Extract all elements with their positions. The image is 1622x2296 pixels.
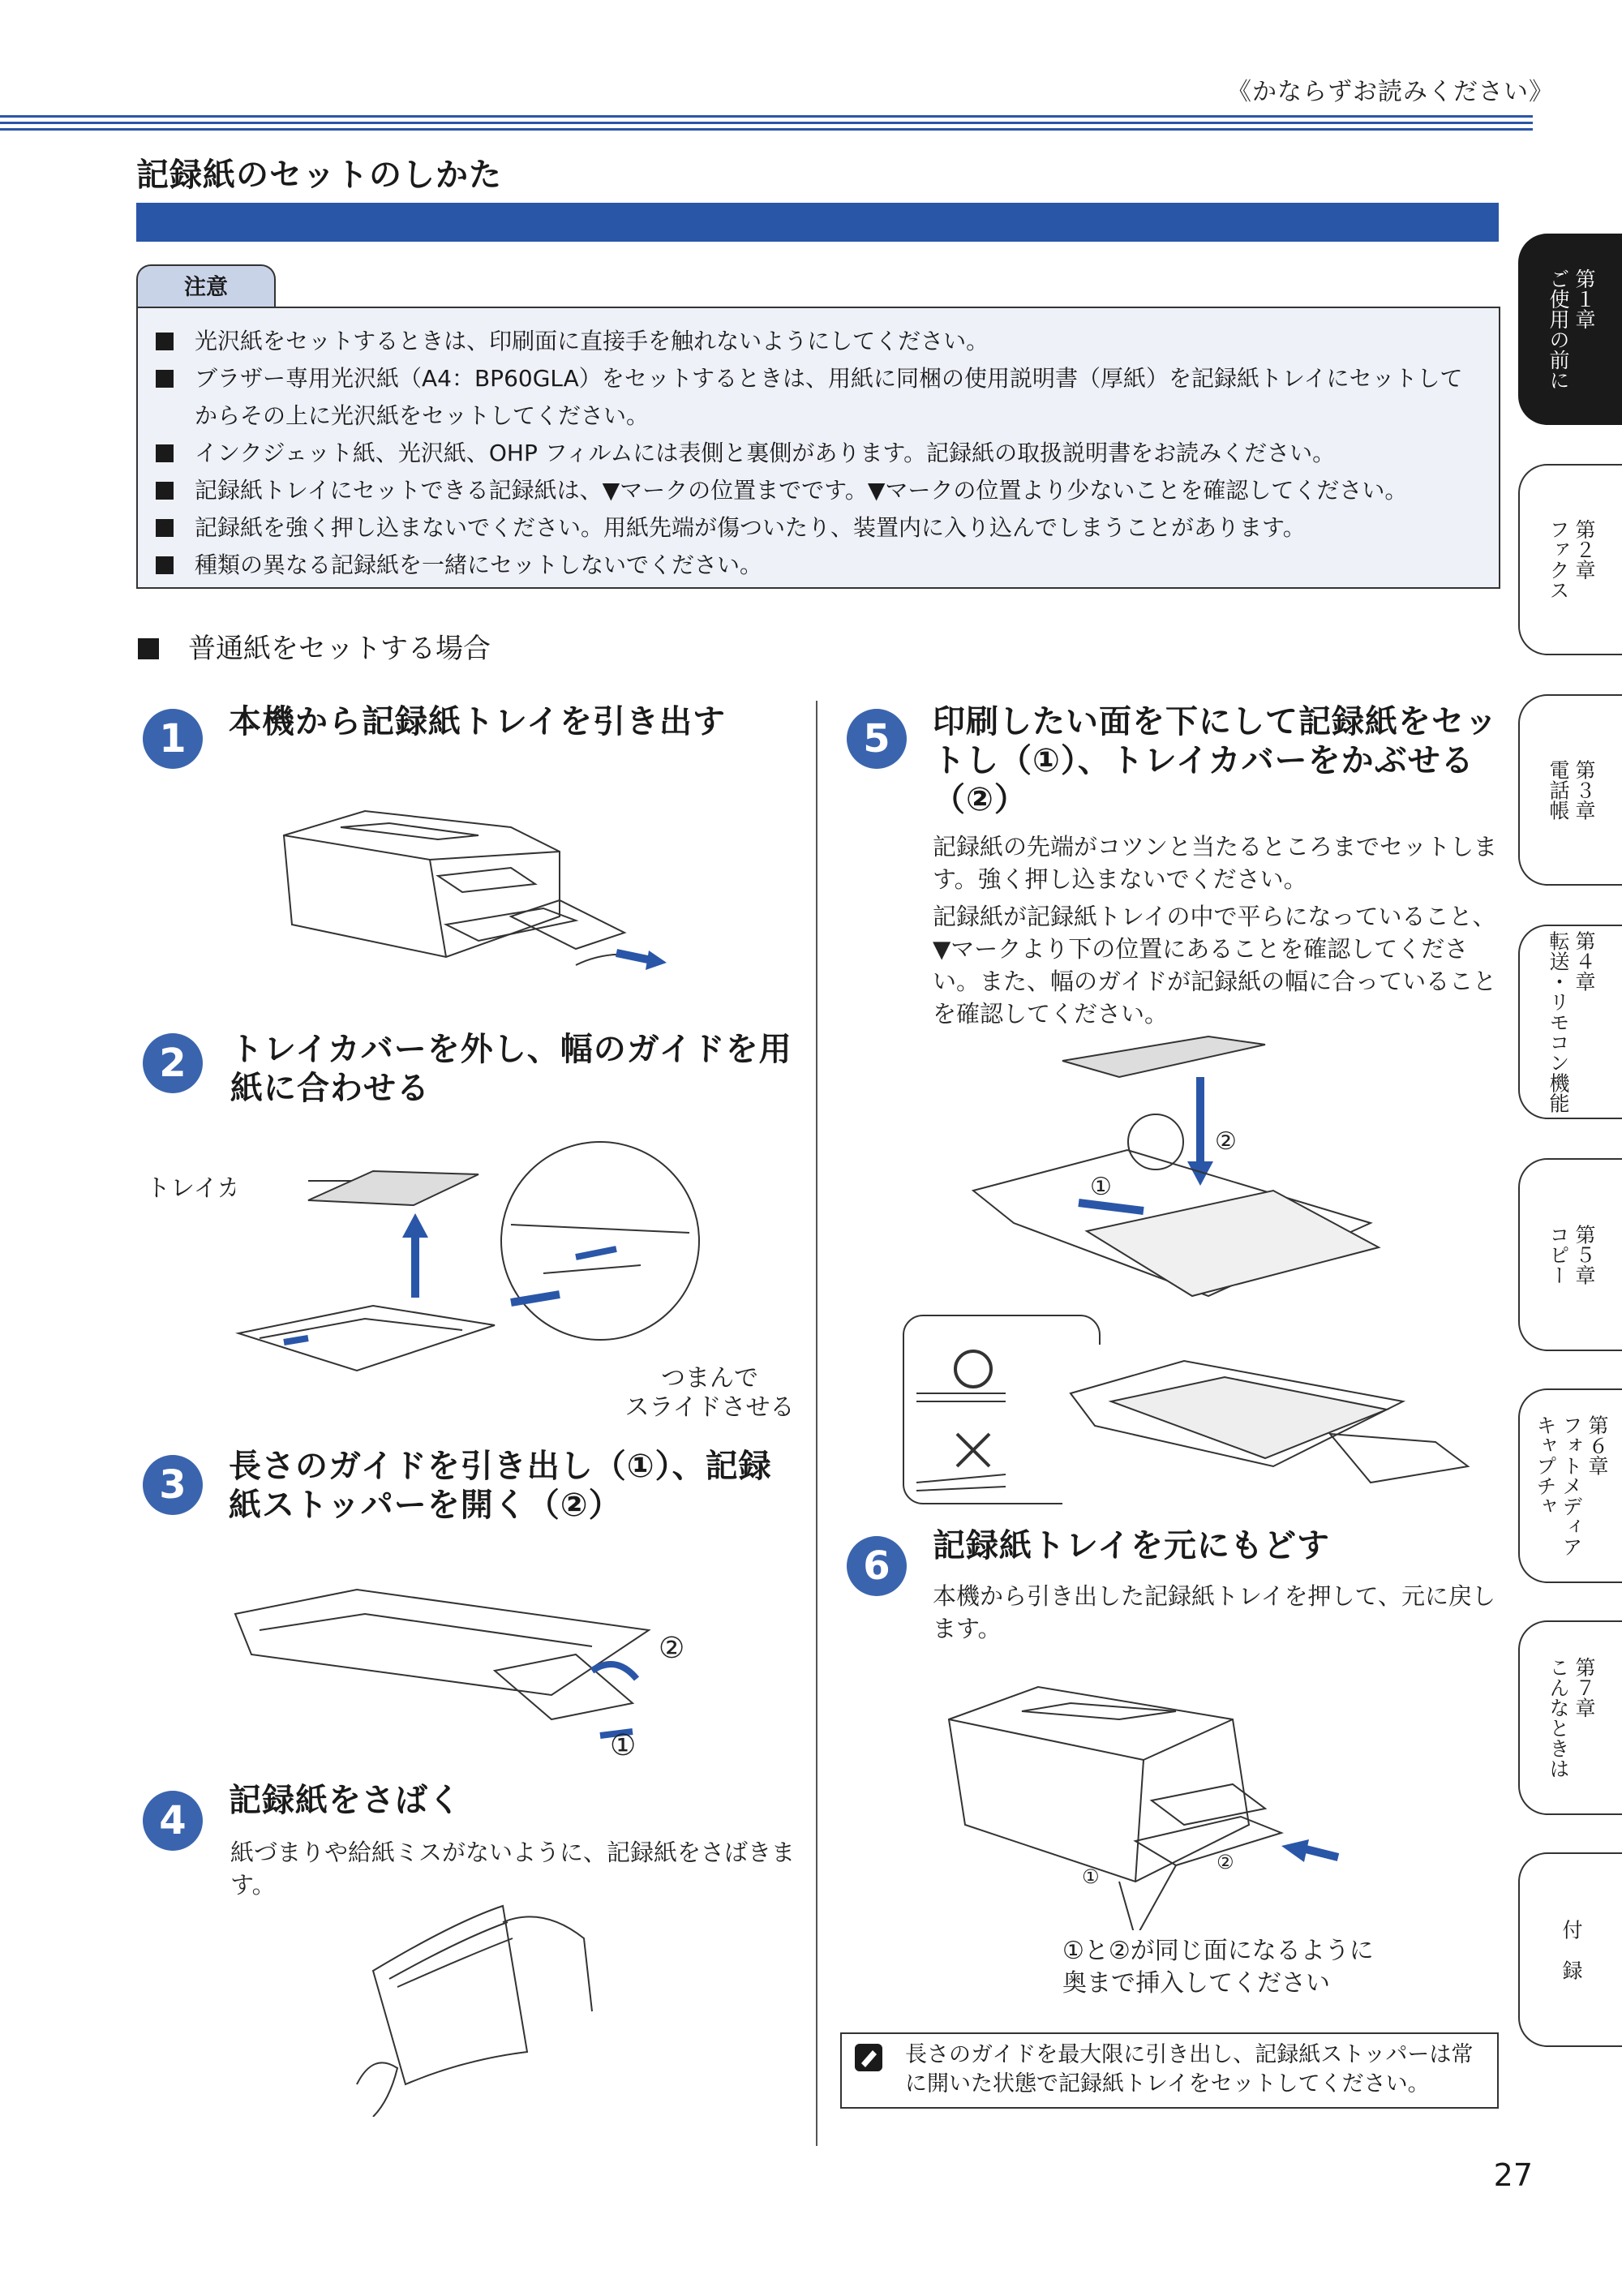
caution-item: ブラザー専用光沢紙（A4：BP60GLA）をセットするときは、用紙に同梱の使用説明書（厚紙）を記録紙トレイにセットしてからその上に光沢紙をセットしてください。 — [156, 360, 1483, 435]
tray-cover-label: トレイカバー — [146, 1174, 290, 1203]
column-divider — [816, 701, 817, 2146]
set-paper-label-2: ② — [1215, 1127, 1237, 1156]
step-1-title: 本機から記録紙トレイを引き出す — [229, 703, 726, 740]
memo-icon — [855, 2044, 882, 2071]
header-note: 《かならずお読みください》 — [1227, 78, 1554, 106]
side-tab-ch2[interactable]: 第２章 ファクス — [1518, 464, 1622, 655]
page-title: 記録紙のセットのしかた — [136, 157, 502, 194]
knob-label: つまんで スライドさせる — [624, 1364, 795, 1422]
step-6-title: 記録紙トレイを元にもどす — [933, 1527, 1330, 1564]
tray-cover-remove-illustration — [235, 1135, 795, 1403]
insert-caption: ①と②が同じ面になるように 奥まで挿入してください — [1062, 1937, 1374, 1998]
side-tab-appendix[interactable]: 付 録 — [1518, 1852, 1622, 2047]
step-2-number: 2 — [143, 1033, 203, 1093]
caution-item: 記録紙を強く押し込まないでください。用紙先端が傷ついたり、装置内に入り込んでしまうことがあります。 — [156, 509, 1483, 547]
step-6-number: 6 — [847, 1536, 907, 1596]
side-tab-ch6[interactable]: 第６章 フォトメディア キャプチャ — [1518, 1388, 1622, 1583]
step-1-number: 1 — [143, 709, 203, 769]
set-paper-illustration — [965, 1028, 1387, 1320]
step-2-title: トレイカバーを外し、幅のガイドを用紙に合わせる — [230, 1031, 792, 1107]
guide-label-2: ② — [659, 1632, 685, 1665]
caution-tab: 注意 — [136, 264, 276, 310]
side-tab-ch3[interactable]: 第３章 電話帳 — [1518, 694, 1622, 886]
caution-item: 光沢紙をセットするときは、印刷面に直接手を触れないようにしてください。 — [156, 323, 1483, 360]
length-guide-stopper-illustration — [227, 1565, 722, 1752]
caution-item: 記録紙トレイにセットできる記録紙は、▼マークの位置までです。▼マークの位置より少ないことを確認してください。 — [156, 472, 1483, 509]
side-tab-ch7[interactable]: 第７章 こんなときは — [1518, 1620, 1622, 1815]
set-paper-label-1: ① — [1090, 1173, 1112, 1201]
paper-in-tray-illustration — [1062, 1345, 1484, 1507]
step-5-number: 5 — [847, 709, 907, 769]
caution-item: インクジェット紙、光沢紙、OHP フィルムには表側と裏側があります。記録紙の取扱説明書をお読みください。 — [156, 435, 1483, 472]
caution-item: 種類の異なる記録紙を一緒にセットしないでください。 — [156, 547, 1483, 584]
title-bar — [136, 203, 1499, 242]
caution-box — [136, 307, 1500, 589]
step-3-title: 長さのガイドを引き出し（①）、記録紙ストッパーを開く（②） — [229, 1448, 772, 1524]
page-number: 27 — [1493, 2157, 1533, 2193]
note-box — [840, 2032, 1499, 2109]
step-3-number: 3 — [143, 1455, 203, 1515]
section-heading: 普通紙をセットする場合 — [138, 626, 491, 666]
step-4-title: 記録紙をさばく — [229, 1782, 461, 1819]
step-5-body-1: 記録紙の先端がコツンと当たるところまでセットします。強く押し込まないでください。 — [933, 833, 1498, 893]
step-4-number: 4 — [143, 1791, 203, 1851]
step-5-title: 印刷したい面を下にして記録紙をセットし（①）、トレイカバーをかぶせる（②） — [933, 703, 1498, 818]
side-tab-ch4[interactable]: 第４章 転送・リモコン機能 — [1518, 925, 1622, 1119]
side-tab-ch5[interactable]: 第５章 コピー — [1518, 1158, 1622, 1351]
step-5-body-2: 記録紙が記録紙トレイの中で平らになっていること、▼マークより下の位置にあることを確認してください。また、幅のガイドが記録紙の幅に合っていることを確認してください。 — [933, 903, 1497, 1028]
step-4-body: 紙づまりや給紙ミスがないように、記録紙をさばきます。 — [230, 1839, 796, 1899]
step-6-body: 本機から引き出した記録紙トレイを押して、元に戻します。 — [933, 1582, 1495, 1642]
printer-tray-pull-illustration — [268, 795, 673, 989]
fan-paper-illustration — [341, 1890, 616, 2117]
guide-label-1: ① — [610, 1729, 637, 1762]
header-rule — [0, 115, 1533, 136]
printer-tray-insert-illustration — [941, 1663, 1362, 1930]
insert-label-1: ① — [1082, 1865, 1100, 1888]
note-text: 長さのガイドを最大限に引き出し、記録紙ストッパーは常に開いた状態で記録紙トレイをセットしてください。 — [905, 2042, 1474, 2096]
insert-label-2: ② — [1216, 1851, 1234, 1873]
side-tab-ch1[interactable]: 第１章 ご使用の前に — [1518, 234, 1622, 425]
